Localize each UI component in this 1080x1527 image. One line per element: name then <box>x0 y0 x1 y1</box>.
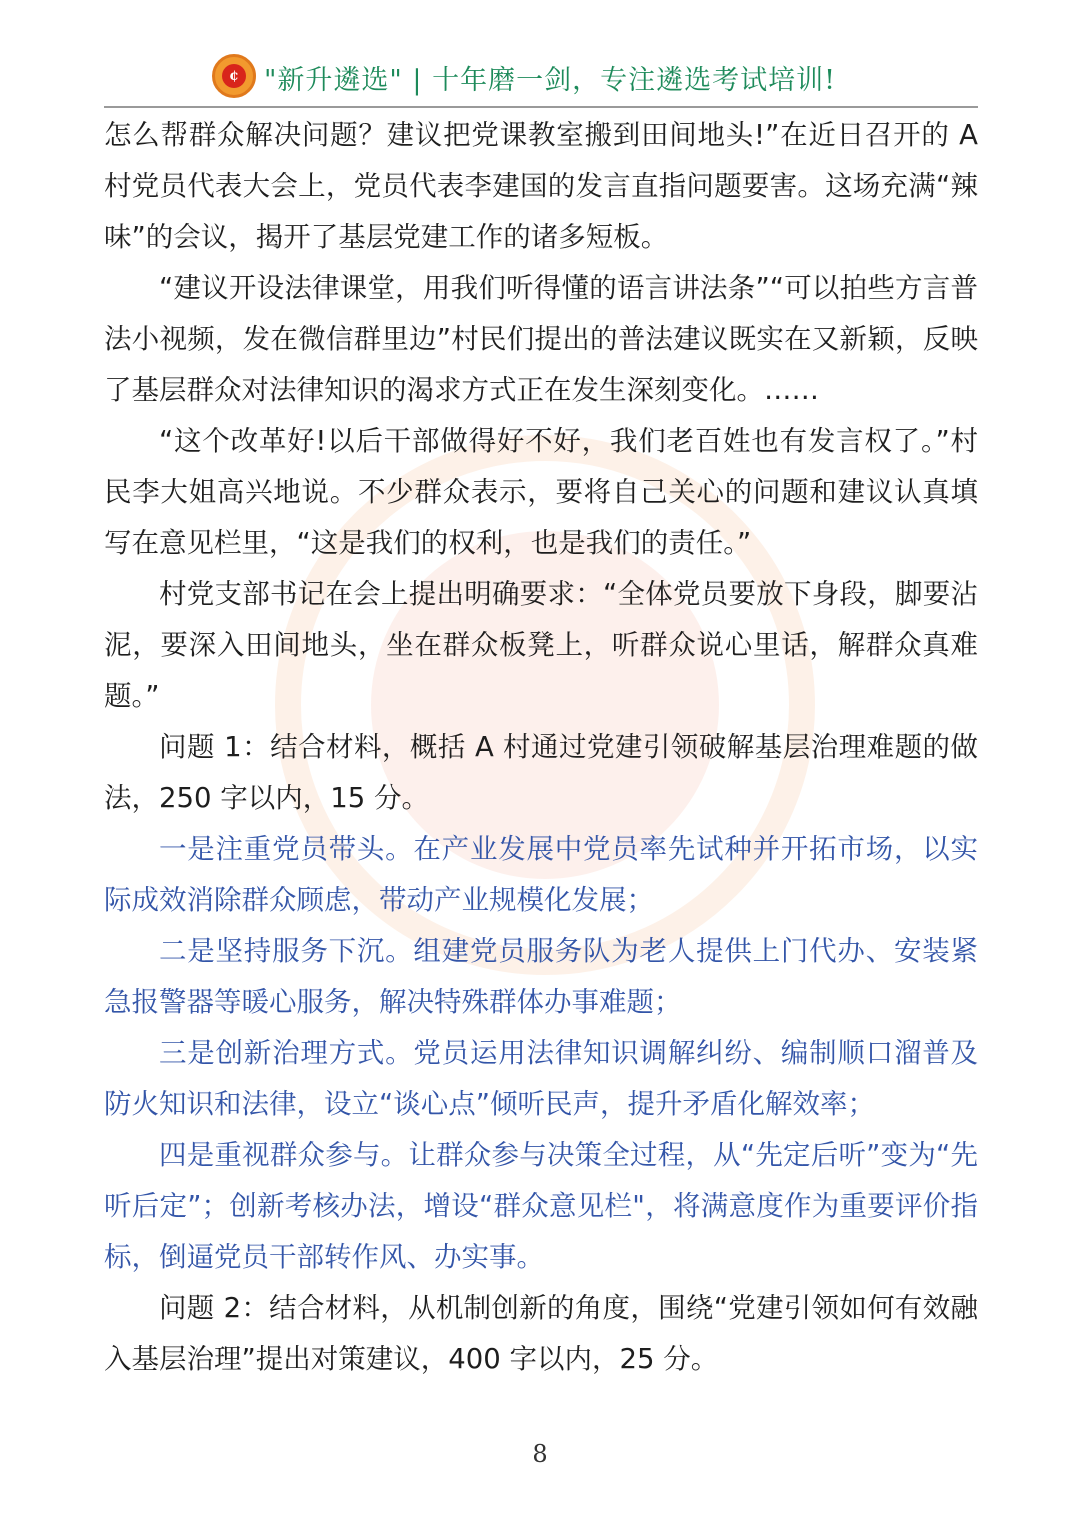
answer-point-3: 三是创新治理方式。党员运用法律知识调解纠纷、编制顺口溜普及防火知识和法律，设立“谈心点”倾听民声，提升矛盾化解效率； <box>104 1037 978 1120</box>
page-number: 8 <box>532 1440 548 1468</box>
question-1: 问题 1：结合材料，概括 A 村通过党建引领破解基层治理难题的做法，250 字以内，15 分。 <box>104 731 978 814</box>
answer-point-1: 一是注重党员带头。在产业发展中党员率先试种并开拓市场，以实际成效消除群众顾虑，带动产业规模化发展； <box>104 833 978 916</box>
paragraph-villager-quote: “这个改革好!以后干部做得好不好，我们老百姓也有发言权了。”村民李大姐高兴地说。不少群众表示，要将自己关心的问题和建议认真填写在意见栏里，“这是我们的权利，也是我们的责任。” <box>104 425 978 559</box>
paragraph-law-suggestion: “建议开设法律课堂，用我们听得懂的语言讲法条”“可以拍些方言普法小视频，发在微信群里边”村民们提出的普法建议既实在又新颖，反映了基层群众对法律知识的渴求方式正在发生深刻变化。…… <box>104 272 978 406</box>
paragraph-intro: 怎么帮群众解决问题？建议把党课教室搬到田间地头!”在近日召开的 A 村党员代表大会上，党员代表李建国的发言直指问题要害。这场充满“辣味”的会议，揭开了基层党建工作的诸多短板。 <box>104 119 978 253</box>
page-header <box>104 52 978 108</box>
brand-logo-icon: ¢ <box>212 54 256 98</box>
answer-point-4: 四是重视群众参与。让群众参与决策全过程，从“先定后听”变为“先听后定”；创新考核办法，增设“群众意见栏"，将满意度作为重要评价指标，倒逼党员干部转作风、办实事。 <box>104 1139 978 1273</box>
question-2: 问题 2：结合材料，从机制创新的角度，围绕“党建引领如何有效融入基层治理”提出对策建议，400 字以内，25 分。 <box>104 1292 978 1375</box>
document-body <box>104 110 978 1385</box>
answer-point-2: 二是坚持服务下沉。组建党员服务队为老人提供上门代办、安装紧急报警器等暖心服务，解决特殊群体办事难题； <box>104 935 978 1018</box>
header-slogan: "新升遴选" | 十年磨一剑，专注遴选考试培训! <box>264 65 836 96</box>
paragraph-secretary-requirement: 村党支部书记在会上提出明确要求：“全体党员要放下身段，脚要沾泥，要深入田间地头，坐在群众板凳上，听群众说心里话，解群众真难题。” <box>104 578 978 712</box>
